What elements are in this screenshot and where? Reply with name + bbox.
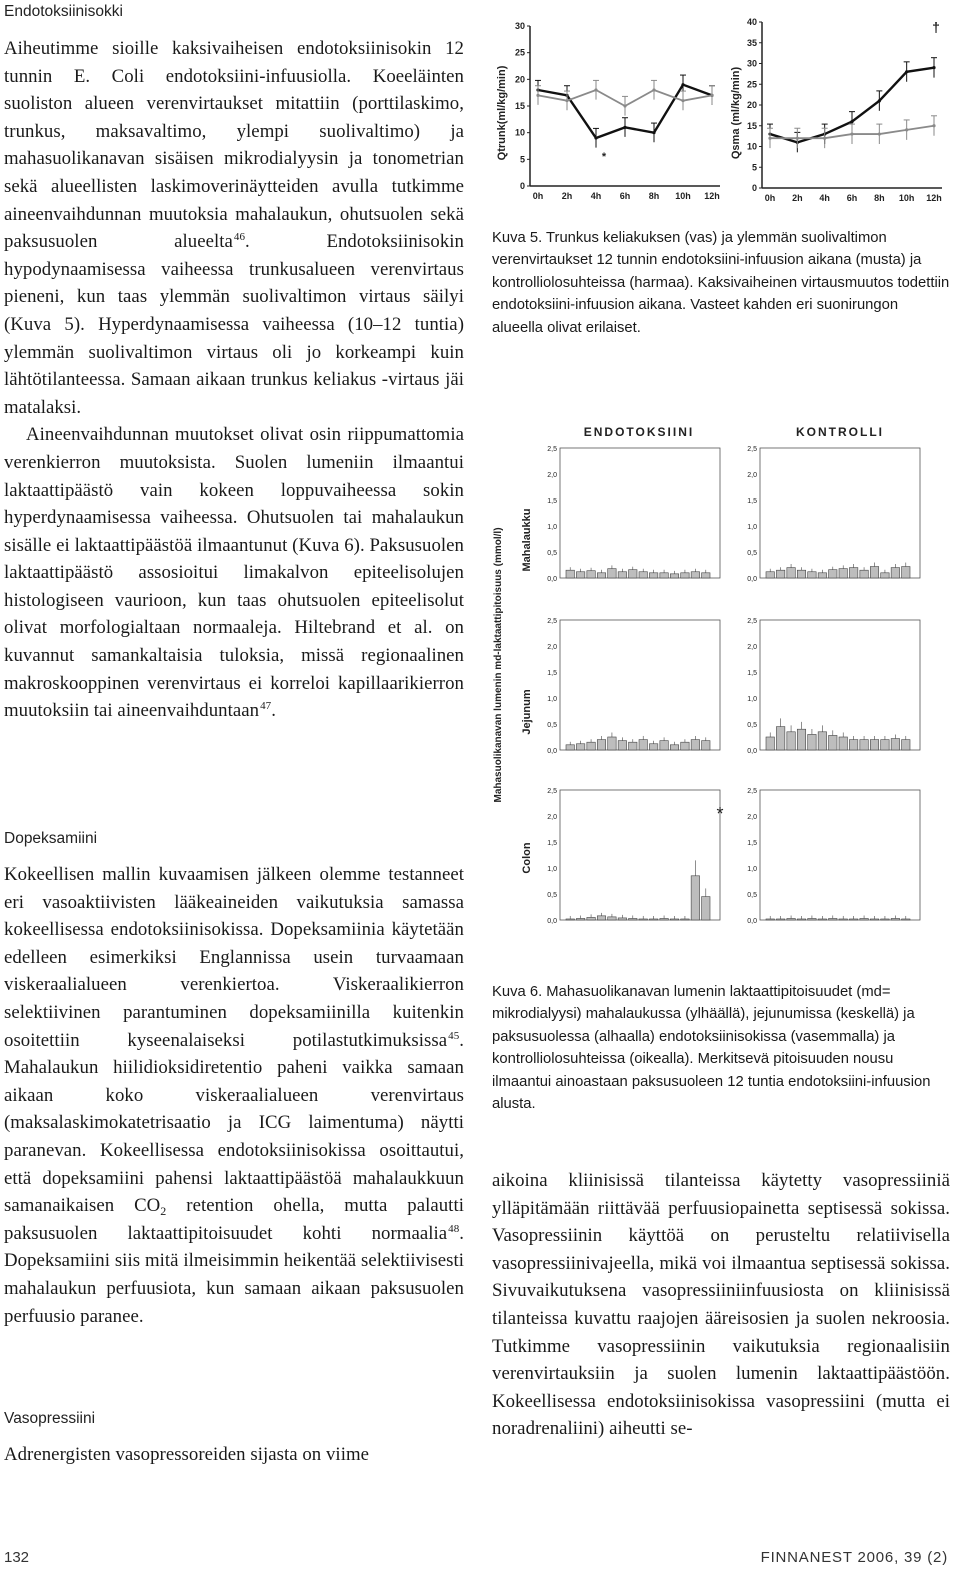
bar (639, 919, 647, 920)
chart-ylabel: Qsma (ml/kg/min) (730, 66, 742, 160)
bar (660, 918, 668, 920)
bar (797, 919, 805, 920)
page-number: 132 (4, 1549, 30, 1566)
y-tick-label: 0,0 (547, 918, 557, 925)
data-point (681, 99, 684, 102)
data-point (905, 70, 908, 73)
bar (670, 574, 678, 578)
dopamine-text (4, 861, 464, 1330)
bar (649, 919, 657, 920)
reference-mark: 48 (448, 1222, 460, 1235)
y-tick-label: 0 (519, 181, 525, 191)
y-tick-label: 15 (514, 101, 525, 111)
bar (608, 569, 616, 578)
y-tick-label: 1,0 (547, 524, 557, 531)
bar (576, 918, 584, 920)
y-tick-label: 1,5 (747, 670, 757, 677)
y-tick-label: 0,0 (747, 918, 757, 925)
figure-6-charts (492, 420, 950, 925)
bar (829, 735, 837, 750)
data-point (850, 120, 853, 123)
y-tick-label: 0,5 (547, 550, 557, 557)
journal-name: FINNANEST 2006, 39 (2) (760, 1549, 948, 1566)
y-tick-label: 0,0 (547, 748, 557, 755)
figure-5 (492, 8, 950, 218)
y-tick-label: 25 (514, 47, 525, 58)
y-tick-label: 1,0 (747, 866, 757, 873)
y-tick-label: 1,5 (747, 840, 757, 847)
y-tick-label: 2,5 (547, 788, 557, 795)
bar (818, 573, 826, 578)
x-tick-label: 2h (561, 191, 573, 201)
bar (618, 572, 626, 578)
data-point (905, 128, 908, 131)
vasopressin-text (4, 1441, 464, 1469)
bar (766, 919, 774, 920)
bar (829, 918, 837, 920)
bar (787, 732, 795, 750)
x-tick-label: 4h (590, 191, 602, 201)
section-heading-endotoxin: Endotoksiinisokki (4, 3, 123, 20)
reference-mark: 45 (448, 1029, 460, 1042)
y-tick-label: 25 (746, 79, 757, 90)
panel-frame (760, 448, 920, 578)
x-tick-label: 10h (675, 191, 691, 201)
data-point (594, 88, 597, 91)
bar (829, 570, 837, 578)
bar (660, 573, 668, 578)
bar (860, 740, 868, 750)
bar (776, 570, 784, 578)
section-heading-dopamine: Dopeksamiini (4, 830, 98, 847)
y-tick-label: 20 (746, 100, 757, 110)
data-point (594, 136, 597, 139)
figure-6 (492, 420, 950, 925)
y-tick-label: 2,5 (547, 618, 557, 625)
bar (702, 573, 710, 578)
y-tick-label: 0,5 (547, 892, 557, 899)
bar (660, 741, 668, 750)
y-tick-label: 0,0 (747, 576, 757, 583)
bar (702, 741, 710, 750)
bar (891, 568, 899, 578)
x-tick-label: 8h (874, 193, 885, 203)
paragraph: Aineenvaihdunnan muutokset olivat osin riippumattomia verenkierron muutoksista. Suolen lumeniin ilmaantui laktaattipäästö vain kokeen loppuvaiheessa sokin hyperdynaamisessa vaiheessa. Ohutsuolen tai mahalaukun sisälle ei laktaattipäästöä ilmaantunut (Kuva 6). Paksusuolen laktaattipäästö assosioitui limakalvon epiteelisolujen histologiseen vaurioon, kun taas ohutsuolen epiteelisolut olivat morfologialtaan normaaleja. Hiltebrand et al. on kuvannut samankaltaisia tuloksia, missä regionaalinen makroskooppinen verenvirtaus ei korreloi kapillaarikierron muutoksiin tai aineenvaihduntaan$^{47}$. (4, 424, 464, 722)
panel-frame (760, 790, 920, 920)
bar (618, 741, 626, 750)
y-tick-label: 30 (514, 21, 525, 31)
x-tick-label: 2h (792, 193, 803, 203)
paragraph: Adrenergisten vasopressoreiden sijasta on viime (4, 1444, 370, 1465)
bar (597, 740, 605, 750)
paragraph: Aiheutimme sioille kaksivaiheisen endotoksiinisokin 12 tunnin E. Coli endotoksiini-infuusiolla. Koeeläinten suoliston alueen verenvirtaukset mitattiin (porttilaskimo, trunkus, maksavaltimo, ylempi suolivaltimo) ja mahasuolikanavan sisäisen mikrodialyysin ja tonometrian sekä alueellisten laskimoverinäytteiden avulla tutkimme aineenvaihdunnan muutoksia mahalaukun, ohutsuolen sekä paksusuolen alueelta$^{46}$. Endotoksiinisokin hypodynaamisessa vaiheessa trunkusalueen verenvirtaus pieneni, kun taas ylemmän suolivaltimon virtaus säilyi (Kuva 5). Hyperdynaamisessa vaiheessa (10–12 tuntia) ylemmän suolivaltimon virtaus oli jo korkeampi kuin lähtötilanteessa. Samaan aikaan trunkus keliakus -virtaus jäi matalaksi. (4, 38, 464, 418)
bar (808, 918, 816, 920)
bar (818, 919, 826, 920)
y-tick-label: 2,0 (547, 814, 557, 821)
y-tick-label: 0,5 (747, 892, 757, 899)
significance-mark: * (716, 804, 724, 824)
y-tick-label: 1,5 (747, 498, 757, 505)
bar (839, 569, 847, 578)
panel-frame (560, 620, 720, 750)
paragraph: Kokeellisen mallin kuvaamisen jälkeen olemme testanneet eri vasoaktiivisten lääkeaineiden vaikutuksia samassa kokeellisessa endotoksiinisokissa. Dopeksamiinia käytetään edelleen esimerkiksi Englannissa usein turvaamaan viskeraalialueen verenkiertoa. Viskeraalikierron selektiivinen parantuminen dopeksamiinilla kuitenkin osoitettiin kyseenalaiseksi potilastutkimuksissa$^{45}$. Mahalaukun hiilidioksidiretentio paheni vaikka samaan aikaan koko viskeraalialueen verenvirtaus (maksalaskimokatetrisaatio ja ICG laimentuma) näytti paranevan. Kokeellisessa endotoksiinisokissa osoittautui, että dopeksamiini pahensi laktaattipäästöä mahalaukkuun samanaikaisen $CO_2$ retention ohella, mutta palautti paksusuolen laktaattipitoisuudet kohti normaalia$^{48}$. Dopeksamiini siis mitä ilmeisimmin heikentää selektiivisesti mahalaukun perfuusiota, kun samaan aikaan paksusuolen perfuusio paranee. (4, 864, 464, 1327)
y-tick-label: 40 (746, 17, 757, 27)
y-tick-label: 1,0 (747, 524, 757, 531)
data-point (878, 99, 881, 102)
y-tick-label: 2,0 (547, 644, 557, 651)
lactate-bar-panels (547, 446, 920, 925)
bar (849, 740, 857, 750)
bar (649, 744, 657, 750)
x-tick-label: 8h (648, 191, 660, 201)
x-tick-label: 10h (898, 193, 915, 203)
y-tick-label: 1,0 (547, 696, 557, 703)
y-tick-label: 2,5 (547, 446, 557, 453)
y-tick-label: 0,0 (747, 748, 757, 755)
y-tick-label: 30 (746, 58, 757, 69)
bar (681, 573, 689, 578)
bar (902, 740, 910, 750)
y-tick-label: 20 (514, 74, 525, 85)
bar (608, 917, 616, 920)
x-tick-label: 0h (532, 191, 544, 201)
y-tick-label: 10 (746, 141, 757, 152)
y-tick-label: 5 (751, 162, 757, 173)
data-point (878, 132, 881, 135)
paragraph: aikoina kliinisissä tilanteissa käytetty vasopressiiniä ylläpitämään riittävää perfuusiopainetta septisessä sokissa. Vasopressiinin käyttöä on perusteltu relatiivisella vasopressiinivajeella, mikä voi ilmaantua septisessä sokissa. Sivuvaikutuksena vasopressiiniinfuusiosta on kliinisissä tilanteissa kuvattu raajojen ääreisosien ja suolen nekroosia. Tutkimme vasopressiinin vaikutuksia regionaalisiin verenvirtauksiin ja suolen lumenin laktaattipäästöön. Kokeellisessa endotoksiinisokissa vasopressiini (mutta ei noradrenaliini) aiheutti se- (492, 1170, 950, 1440)
bar (787, 568, 795, 578)
bar (881, 573, 889, 578)
y-tick-label: 2,5 (747, 788, 757, 795)
data-point (681, 83, 684, 86)
y-tick-label: 2,0 (547, 472, 557, 479)
data-point (623, 104, 626, 107)
bar (891, 918, 899, 920)
bar (891, 739, 899, 750)
x-tick-label: 0h (764, 193, 776, 203)
bar (587, 742, 595, 750)
data-point (796, 137, 799, 140)
x-tick-label: 4h (819, 193, 830, 203)
subscript: 2 (160, 1204, 167, 1219)
bar (629, 742, 637, 750)
bar (681, 742, 689, 750)
y-tick-label: 2,5 (747, 446, 757, 453)
panel-frame (560, 448, 720, 578)
bar (639, 740, 647, 750)
data-point (652, 88, 655, 91)
bar (608, 737, 616, 750)
bar (691, 876, 699, 920)
bar (787, 918, 795, 920)
y-tick-label: 15 (746, 120, 757, 131)
y-tick-label: 1,0 (547, 866, 557, 873)
y-tick-label: 10 (514, 127, 525, 138)
bar (860, 570, 868, 578)
bar (766, 737, 774, 750)
bar (797, 570, 805, 578)
row-label-stomach: Mahalaukku (521, 508, 533, 572)
data-point (623, 126, 626, 129)
bar (629, 570, 637, 578)
row-label-colon: Colon (521, 842, 533, 874)
y-tick-label: 1,0 (747, 696, 757, 703)
data-point (932, 124, 935, 127)
bar (566, 745, 574, 750)
bar (576, 744, 584, 750)
bar (818, 732, 826, 750)
bar (902, 919, 910, 920)
bar (870, 567, 878, 578)
bar (860, 918, 868, 920)
bar (691, 740, 699, 750)
bar (808, 734, 816, 750)
bar (870, 740, 878, 750)
chart-ylabel: Qtrunk(ml/kg/min) (496, 65, 508, 161)
x-tick-label: 6h (619, 191, 631, 201)
bar (681, 919, 689, 920)
reference-mark: 46 (233, 231, 245, 244)
bar (670, 919, 678, 920)
bar (870, 919, 878, 920)
significance-mark: † (932, 19, 940, 35)
bar (776, 919, 784, 920)
x-tick-label: 12h (704, 191, 720, 201)
y-tick-label: 2,0 (747, 644, 757, 651)
sma-flow-chart (747, 17, 942, 203)
y-tick-label: 0,5 (747, 550, 757, 557)
bar (839, 919, 847, 920)
y-tick-label: 0,5 (747, 722, 757, 729)
y-tick-label: 1,5 (547, 498, 557, 505)
bar (797, 729, 805, 750)
bar (597, 573, 605, 578)
bar (776, 727, 784, 750)
data-point (652, 131, 655, 134)
figure-6-title-left: ENDOTOKSIINI (583, 425, 695, 439)
bar (649, 573, 657, 578)
significance-mark: * (601, 151, 607, 163)
figure-5-caption: Kuva 5. Trunkus keliakuksen (vas) ja ylemmän suolivaltimon verenvirtaukset 12 tunnin endotoksiini-infuusion aikana (musta) ja kontrolliolosuhteissa (harmaa). Kaksivaiheinen virtausmuutos todettiin endotoksiini-infuusion aikana. Vasteet kahden eri suonirungon alueella olivat erilaiset. (492, 230, 950, 336)
x-tick-label: 6h (846, 193, 858, 203)
bar (702, 897, 710, 920)
bar (808, 572, 816, 578)
bar (902, 567, 910, 578)
y-tick-label: 2,0 (747, 814, 757, 821)
bar (587, 917, 595, 920)
y-tick-label: 1,5 (547, 840, 557, 847)
figure-6-title-right: KONTROLLI (796, 425, 884, 439)
x-tick-label: 12h (926, 193, 942, 203)
section-heading-vasopressin: Vasopressiini (4, 1410, 96, 1427)
bar (618, 918, 626, 920)
y-tick-label: 35 (746, 37, 757, 48)
figure-6-caption: Kuva 6. Mahasuolikanavan lumenin laktaattipitoisuudet (md= mikrodialyysi) mahalaukussa (ylhäällä), jejunumissa (keskellä) ja paksusuolessa (alhaalla) endotoksiinisokissa (vasemmalla) ja kontrolliolosuhteissa (oikealla). Merkitsevä pitoisuuden nousu ilmaantui ainoastaan paksusuoleen 12 tuntia endotoksiini-infuusion alusta. (492, 984, 931, 1113)
bar (639, 572, 647, 578)
y-tick-label: 1,5 (547, 670, 557, 677)
bar (576, 572, 584, 578)
bar (766, 572, 774, 578)
row-label-jejunum: Jejunum (521, 689, 533, 735)
bar (881, 740, 889, 750)
trunk-flow-chart (515, 21, 720, 201)
endotoxin-text (4, 35, 464, 725)
figure-6-outer-ylabel: Mahasuolikanavan lumenin md-laktaattipitoisuus (mmol/l) (493, 527, 504, 803)
data-point (932, 66, 935, 69)
bar (597, 916, 605, 920)
y-tick-label: 0,5 (547, 722, 557, 729)
bar (881, 919, 889, 920)
y-tick-label: 2,0 (747, 472, 757, 479)
bar (691, 572, 699, 578)
bar (566, 919, 574, 920)
y-tick-label: 5 (519, 154, 525, 165)
bar (587, 571, 595, 578)
y-tick-label: 0 (751, 183, 757, 193)
bar (566, 570, 574, 578)
bar (849, 568, 857, 578)
y-tick-label: 0,0 (547, 576, 557, 583)
y-tick-label: 2,5 (747, 618, 757, 625)
data-point (536, 94, 539, 97)
data-point (768, 137, 771, 140)
data-point (823, 137, 826, 140)
data-point (565, 99, 568, 102)
reference-mark: 47 (260, 700, 272, 713)
bar (849, 919, 857, 920)
continuation-text (492, 1167, 950, 1443)
bar (629, 918, 637, 920)
bar (670, 745, 678, 750)
data-point (850, 132, 853, 135)
bar (839, 737, 847, 750)
data-point (710, 94, 713, 97)
figure-5-charts (492, 8, 950, 218)
